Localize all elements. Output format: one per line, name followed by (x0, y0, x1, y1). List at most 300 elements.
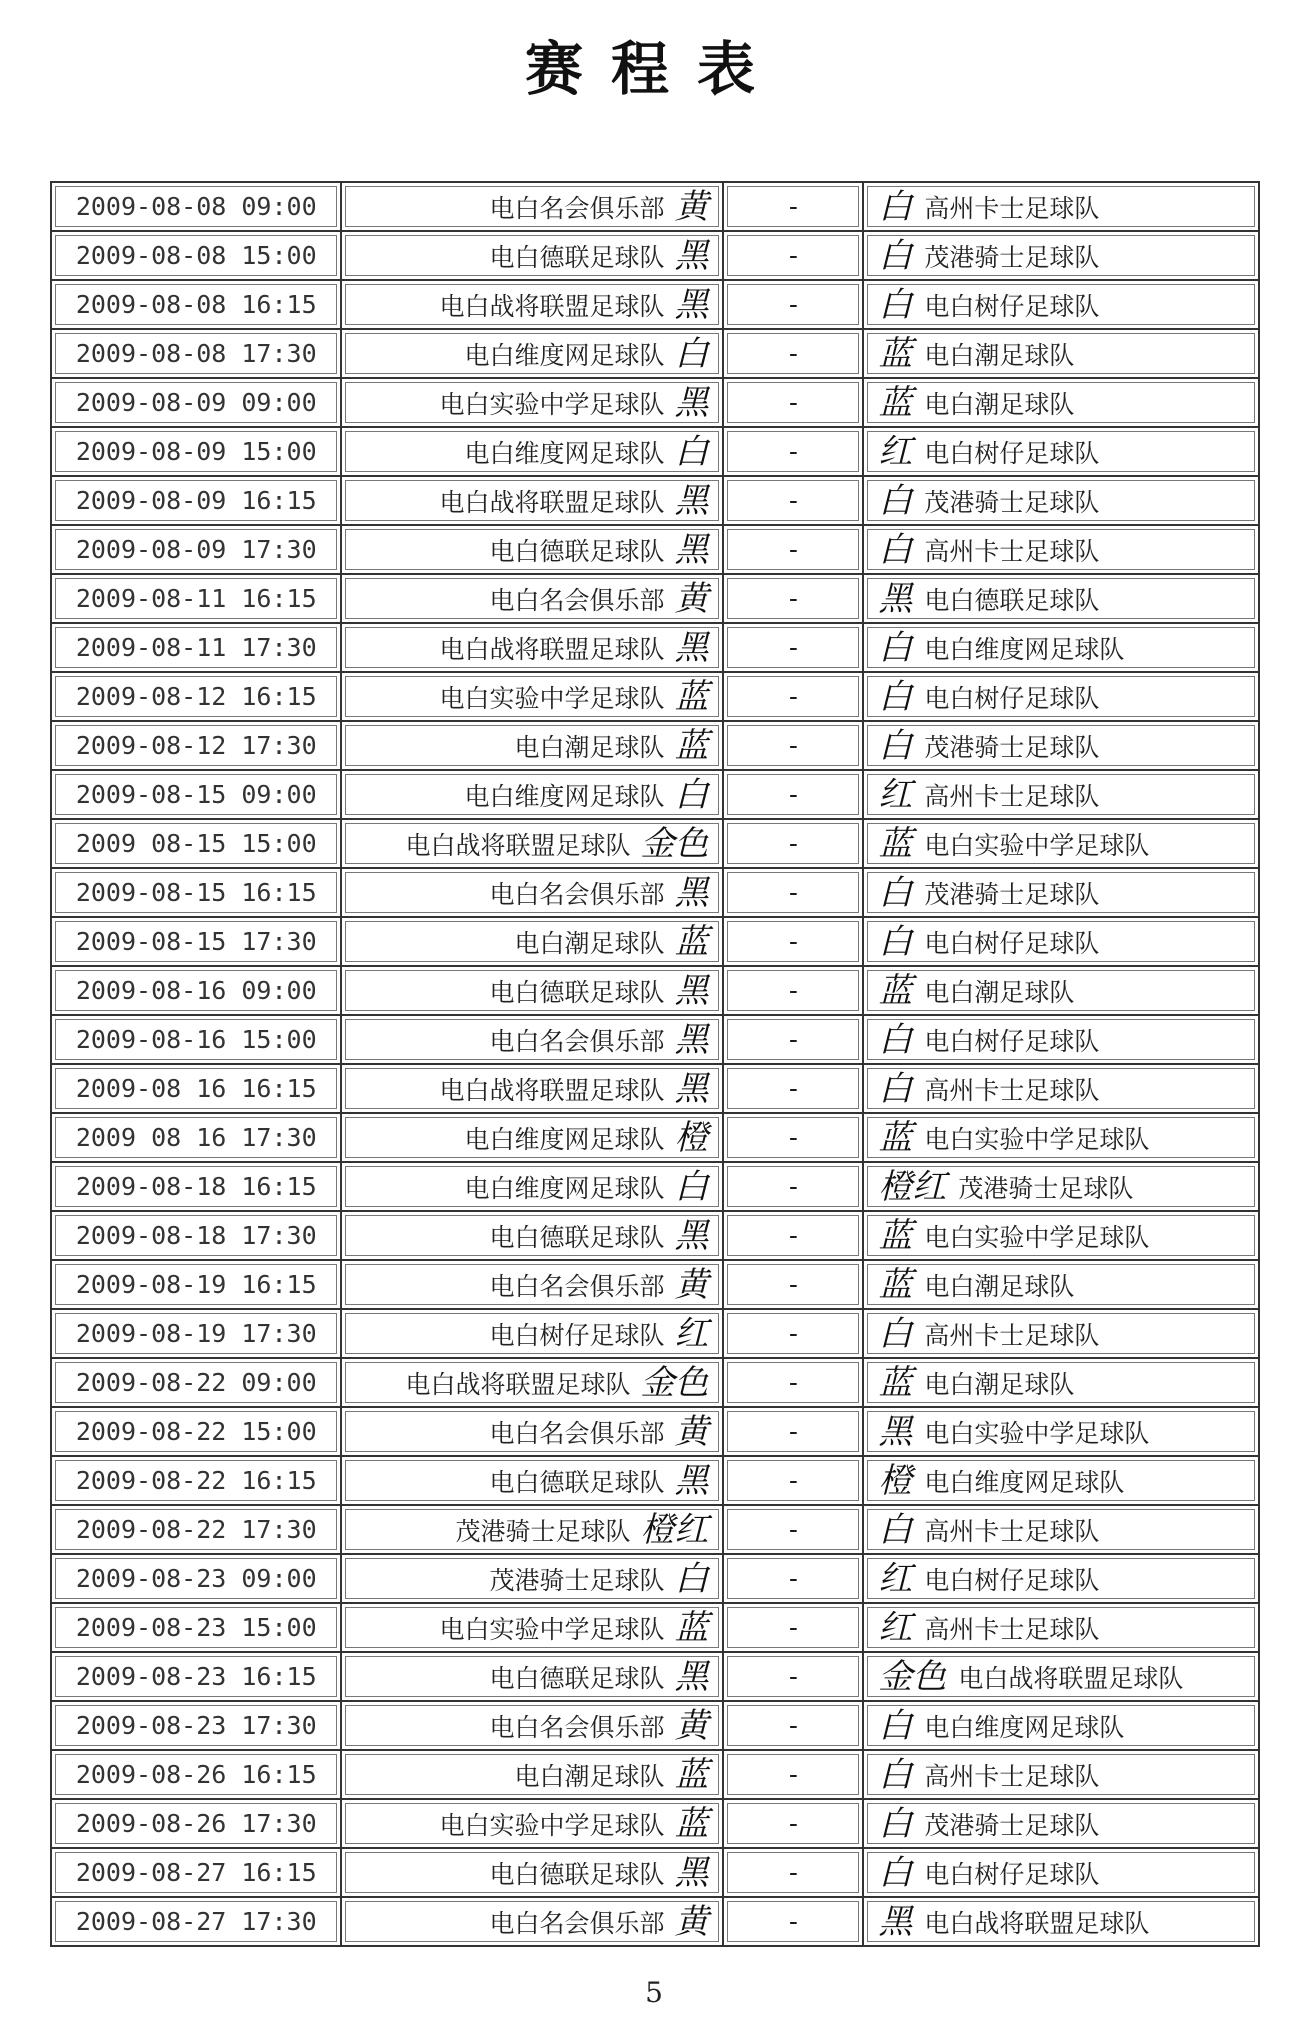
away-team-cell (864, 1555, 1258, 1604)
home-kit-color: 橙 (674, 1117, 709, 1158)
table-row (52, 1016, 1258, 1065)
away-team: 高州卡士足球队 (924, 1075, 1100, 1105)
away-team: 电白实验中学足球队 (924, 1418, 1150, 1448)
home-team-cell (342, 1751, 724, 1800)
match-time: 2009-08-18 17:30 (52, 1212, 342, 1261)
away-team-group (864, 872, 1258, 913)
home-team: 电白德联足球队 (489, 1467, 665, 1497)
away-kit-color: 白 (878, 284, 913, 325)
table-row (52, 1065, 1258, 1114)
away-team-cell (864, 477, 1258, 526)
away-team-group (864, 1509, 1258, 1550)
home-kit-color: 金色 (640, 823, 709, 864)
vs-separator: - (724, 1261, 864, 1310)
away-team-cell (864, 1261, 1258, 1310)
home-team-cell (342, 526, 724, 575)
home-team-cell (342, 624, 724, 673)
home-team: 茂港骑士足球队 (489, 1565, 665, 1595)
away-team: 电白树仔足球队 (924, 1026, 1100, 1056)
home-kit-color: 黑 (674, 480, 709, 521)
home-team-group (342, 1264, 722, 1305)
home-team-group (342, 1117, 722, 1158)
away-team-group (864, 823, 1258, 864)
schedule-body (52, 183, 1258, 1945)
match-time: 2009-08-26 17:30 (52, 1800, 342, 1849)
home-team: 电白实验中学足球队 (439, 683, 665, 713)
table-row (52, 1653, 1258, 1702)
away-kit-color: 蓝 (878, 1362, 913, 1403)
match-time: 2009-08-22 17:30 (52, 1506, 342, 1555)
away-team: 高州卡士足球队 (924, 536, 1100, 566)
away-kit-color: 白 (878, 872, 913, 913)
page-title: 赛程表 (524, 35, 783, 103)
home-team-group (342, 1215, 722, 1256)
home-team: 电白维度网足球队 (464, 1173, 665, 1203)
away-team-cell (864, 1898, 1258, 1945)
home-kit-color: 黄 (674, 1901, 709, 1942)
match-time: 2009-08-23 09:00 (52, 1555, 342, 1604)
match-time: 2009-08-15 16:15 (52, 869, 342, 918)
home-team-cell (342, 477, 724, 526)
match-time: 2009-08-23 16:15 (52, 1653, 342, 1702)
home-team-group (342, 1068, 722, 1109)
home-team-group (342, 382, 722, 423)
away-team: 电白战将联盟足球队 (924, 1908, 1150, 1938)
away-team-cell (864, 820, 1258, 869)
away-team: 电白德联足球队 (924, 585, 1100, 615)
home-kit-color: 黄 (674, 1411, 709, 1452)
match-time: 2009-08-11 16:15 (52, 575, 342, 624)
home-kit-color: 黄 (674, 1705, 709, 1746)
home-team: 电白名会俱乐部 (489, 193, 665, 223)
home-team-group (342, 627, 722, 668)
home-team-cell (342, 869, 724, 918)
away-team-group (864, 1852, 1258, 1893)
home-team-cell (342, 1849, 724, 1898)
home-team-cell (342, 1212, 724, 1261)
home-team-group (342, 1509, 722, 1550)
home-team-group (342, 676, 722, 717)
home-team-group (342, 1803, 722, 1844)
table-row (52, 967, 1258, 1016)
away-kit-color: 白 (878, 1068, 913, 1109)
home-team-group (342, 872, 722, 913)
away-kit-color: 白 (878, 921, 913, 962)
home-kit-color: 黑 (674, 382, 709, 423)
vs-separator: - (724, 1555, 864, 1604)
away-team: 电白实验中学足球队 (924, 830, 1150, 860)
away-team-cell (864, 1359, 1258, 1408)
away-team-group (864, 1215, 1258, 1256)
away-team-group (864, 1754, 1258, 1795)
home-team-cell (342, 1310, 724, 1359)
table-row (52, 1310, 1258, 1359)
away-team-group (864, 1117, 1258, 1158)
home-team: 电白实验中学足球队 (439, 1810, 665, 1840)
match-time: 2009 08 16 17:30 (52, 1114, 342, 1163)
away-kit-color: 白 (878, 186, 913, 227)
home-kit-color: 黑 (674, 872, 709, 913)
match-time: 2009-08-27 17:30 (52, 1898, 342, 1945)
away-team-group (864, 382, 1258, 423)
away-team-group (864, 1068, 1258, 1109)
home-team-cell (342, 1898, 724, 1945)
table-row (52, 379, 1258, 428)
away-team-group (864, 1705, 1258, 1746)
away-team-cell (864, 1163, 1258, 1212)
match-time: 2009-08-16 15:00 (52, 1016, 342, 1065)
home-team-group (342, 333, 722, 374)
away-kit-color: 黑 (878, 1901, 913, 1942)
home-team: 电白名会俱乐部 (489, 585, 665, 615)
table-row (52, 673, 1258, 722)
home-team-group (342, 823, 722, 864)
home-kit-color: 黑 (674, 970, 709, 1011)
home-kit-color: 白 (674, 333, 709, 374)
away-team-group (864, 970, 1258, 1011)
away-team-group (864, 774, 1258, 815)
vs-separator: - (724, 673, 864, 722)
away-kit-color: 白 (878, 627, 913, 668)
table-row (52, 1163, 1258, 1212)
home-team: 电白潮足球队 (514, 732, 665, 762)
home-team-cell (342, 379, 724, 428)
away-team-cell (864, 1310, 1258, 1359)
home-team-cell (342, 330, 724, 379)
away-team-group (864, 186, 1258, 227)
home-kit-color: 白 (674, 774, 709, 815)
match-time: 2009-08-11 17:30 (52, 624, 342, 673)
away-team-group (864, 1803, 1258, 1844)
away-team-group (864, 480, 1258, 521)
away-team-group (864, 627, 1258, 668)
away-kit-color: 蓝 (878, 1264, 913, 1305)
match-time: 2009-08-09 16:15 (52, 477, 342, 526)
vs-separator: - (724, 1800, 864, 1849)
home-team-group (342, 1166, 722, 1207)
vs-separator: - (724, 379, 864, 428)
home-team-group (342, 578, 722, 619)
away-kit-color: 白 (878, 1705, 913, 1746)
away-team: 高州卡士足球队 (924, 1320, 1100, 1350)
vs-separator: - (724, 820, 864, 869)
match-time: 2009-08-27 16:15 (52, 1849, 342, 1898)
away-kit-color: 白 (878, 725, 913, 766)
away-team-group (864, 725, 1258, 766)
away-team-cell (864, 1457, 1258, 1506)
home-kit-color: 黑 (674, 284, 709, 325)
away-kit-color: 蓝 (878, 970, 913, 1011)
home-team: 电白德联足球队 (489, 1663, 665, 1693)
vs-separator: - (724, 428, 864, 477)
home-team-group (342, 431, 722, 472)
home-team-cell (342, 1702, 724, 1751)
away-team-cell (864, 1849, 1258, 1898)
away-team-cell (864, 1702, 1258, 1751)
away-team-group (864, 284, 1258, 325)
home-team: 电白德联足球队 (489, 536, 665, 566)
home-team: 电白战将联盟足球队 (405, 830, 631, 860)
home-kit-color: 黑 (674, 1068, 709, 1109)
table-row (52, 1359, 1258, 1408)
away-kit-color: 白 (878, 529, 913, 570)
away-team-cell (864, 183, 1258, 232)
home-kit-color: 蓝 (674, 1803, 709, 1844)
home-team-cell (342, 1261, 724, 1310)
vs-separator: - (724, 1114, 864, 1163)
match-time: 2009-08-12 16:15 (52, 673, 342, 722)
away-team: 茂港骑士足球队 (958, 1173, 1134, 1203)
match-time: 2009-08-16 09:00 (52, 967, 342, 1016)
away-team-cell (864, 869, 1258, 918)
vs-separator: - (724, 477, 864, 526)
away-team: 电白潮足球队 (924, 1271, 1075, 1301)
away-team-cell (864, 526, 1258, 575)
vs-separator: - (724, 1310, 864, 1359)
away-team-group (864, 1264, 1258, 1305)
away-team-group (864, 676, 1258, 717)
home-team-group (342, 1607, 722, 1648)
home-kit-color: 黑 (674, 1215, 709, 1256)
away-team-cell (864, 1016, 1258, 1065)
table-row (52, 477, 1258, 526)
home-team: 电白维度网足球队 (464, 1124, 665, 1154)
vs-separator: - (724, 1065, 864, 1114)
away-team: 电白实验中学足球队 (924, 1124, 1150, 1154)
away-team-group (864, 1558, 1258, 1599)
match-time: 2009-08 16 16:15 (52, 1065, 342, 1114)
match-time: 2009-08-12 17:30 (52, 722, 342, 771)
away-team: 高州卡士足球队 (924, 1516, 1100, 1546)
vs-separator: - (724, 1702, 864, 1751)
home-team: 电白名会俱乐部 (489, 1712, 665, 1742)
home-kit-color: 红 (674, 1313, 709, 1354)
home-team-cell (342, 1457, 724, 1506)
away-team: 电白维度网足球队 (924, 1467, 1125, 1497)
home-team: 电白实验中学足球队 (439, 389, 665, 419)
away-kit-color: 橙红 (878, 1166, 947, 1207)
vs-separator: - (724, 281, 864, 330)
home-team-group (342, 1313, 722, 1354)
table-row (52, 1604, 1258, 1653)
home-team: 电白维度网足球队 (464, 438, 665, 468)
away-team: 电白潮足球队 (924, 977, 1075, 1007)
table-row (52, 1457, 1258, 1506)
home-kit-color: 金色 (640, 1362, 709, 1403)
home-team: 电白名会俱乐部 (489, 1908, 665, 1938)
away-team-cell (864, 1751, 1258, 1800)
away-kit-color: 白 (878, 1754, 913, 1795)
away-team-cell (864, 330, 1258, 379)
away-team-group (864, 1901, 1258, 1942)
home-team-group (342, 1411, 722, 1452)
table-row (52, 722, 1258, 771)
away-team-group (864, 1607, 1258, 1648)
away-kit-color: 蓝 (878, 382, 913, 423)
vs-separator: - (724, 1457, 864, 1506)
home-team: 电白维度网足球队 (464, 340, 665, 370)
table-row (52, 869, 1258, 918)
home-kit-color: 黑 (674, 529, 709, 570)
away-team: 电白潮足球队 (924, 389, 1075, 419)
home-kit-color: 黄 (674, 578, 709, 619)
match-time: 2009-08-19 16:15 (52, 1261, 342, 1310)
away-team: 高州卡士足球队 (924, 1761, 1100, 1791)
away-team-cell (864, 428, 1258, 477)
home-team-group (342, 1901, 722, 1942)
away-team: 电白树仔足球队 (924, 1859, 1100, 1889)
home-kit-color: 黑 (674, 1460, 709, 1501)
away-team-group (864, 333, 1258, 374)
away-team: 电白维度网足球队 (924, 634, 1125, 664)
away-team: 电白战将联盟足球队 (958, 1663, 1184, 1693)
table-row (52, 918, 1258, 967)
home-team-group (342, 1362, 722, 1403)
home-kit-color: 白 (674, 1166, 709, 1207)
vs-separator: - (724, 722, 864, 771)
away-team-group (864, 921, 1258, 962)
home-team: 电白名会俱乐部 (489, 1271, 665, 1301)
away-team-cell (864, 575, 1258, 624)
vs-separator: - (724, 1604, 864, 1653)
match-time: 2009-08-15 09:00 (52, 771, 342, 820)
home-kit-color: 白 (674, 1558, 709, 1599)
away-team-group (864, 1460, 1258, 1501)
away-kit-color: 红 (878, 1558, 913, 1599)
home-kit-color: 黑 (674, 235, 709, 276)
away-kit-color: 金色 (878, 1656, 947, 1697)
vs-separator: - (724, 330, 864, 379)
home-team-cell (342, 771, 724, 820)
match-time: 2009-08-23 17:30 (52, 1702, 342, 1751)
match-time: 2009-08-22 15:00 (52, 1408, 342, 1457)
away-kit-color: 红 (878, 1607, 913, 1648)
home-team-cell (342, 183, 724, 232)
away-kit-color: 白 (878, 1313, 913, 1354)
home-team: 电白德联足球队 (489, 1222, 665, 1252)
home-kit-color: 蓝 (674, 1754, 709, 1795)
home-kit-color: 蓝 (674, 1607, 709, 1648)
away-team-group (864, 1166, 1258, 1207)
away-kit-color: 蓝 (878, 333, 913, 374)
vs-separator: - (724, 183, 864, 232)
away-team-group (864, 529, 1258, 570)
home-team-group (342, 725, 722, 766)
away-team: 高州卡士足球队 (924, 1614, 1100, 1644)
home-team-cell (342, 1506, 724, 1555)
home-team-cell (342, 281, 724, 330)
away-team-cell (864, 1653, 1258, 1702)
away-kit-color: 黑 (878, 578, 913, 619)
away-kit-color: 黑 (878, 1411, 913, 1452)
home-team: 电白名会俱乐部 (489, 1418, 665, 1448)
home-kit-color: 蓝 (674, 725, 709, 766)
vs-separator: - (724, 771, 864, 820)
away-team-group (864, 1362, 1258, 1403)
home-team-cell (342, 722, 724, 771)
home-team-cell (342, 1114, 724, 1163)
match-time: 2009 08-15 15:00 (52, 820, 342, 869)
table-row (52, 820, 1258, 869)
away-team: 电白潮足球队 (924, 1369, 1075, 1399)
home-team: 电白潮足球队 (514, 928, 665, 958)
table-row (52, 1849, 1258, 1898)
home-team: 电白树仔足球队 (489, 1320, 665, 1350)
away-team-cell (864, 624, 1258, 673)
home-team-group (342, 921, 722, 962)
home-team-cell (342, 967, 724, 1016)
vs-separator: - (724, 232, 864, 281)
away-kit-color: 白 (878, 235, 913, 276)
vs-separator: - (724, 1506, 864, 1555)
home-team-cell (342, 918, 724, 967)
table-row (52, 1751, 1258, 1800)
home-kit-color: 黑 (674, 1852, 709, 1893)
table-row (52, 1702, 1258, 1751)
away-team: 茂港骑士足球队 (924, 1810, 1100, 1840)
away-kit-color: 橙 (878, 1460, 913, 1501)
away-team-group (864, 1656, 1258, 1697)
home-team-group (342, 970, 722, 1011)
vs-separator: - (724, 967, 864, 1016)
match-time: 2009-08-18 16:15 (52, 1163, 342, 1212)
match-time: 2009-08-09 15:00 (52, 428, 342, 477)
away-team-cell (864, 281, 1258, 330)
away-team-cell (864, 967, 1258, 1016)
home-team-group (342, 774, 722, 815)
vs-separator: - (724, 918, 864, 967)
away-kit-color: 蓝 (878, 1215, 913, 1256)
home-team: 电白名会俱乐部 (489, 1026, 665, 1056)
away-team-cell (864, 1065, 1258, 1114)
home-kit-color: 黄 (674, 186, 709, 227)
away-kit-color: 蓝 (878, 1117, 913, 1158)
away-team-cell (864, 379, 1258, 428)
match-time: 2009-08-09 17:30 (52, 526, 342, 575)
home-team-cell (342, 1408, 724, 1457)
table-row (52, 1114, 1258, 1163)
home-team-cell (342, 1163, 724, 1212)
away-team: 电白实验中学足球队 (924, 1222, 1150, 1252)
away-team-cell (864, 722, 1258, 771)
away-team-cell (864, 1114, 1258, 1163)
home-team-group (342, 1019, 722, 1060)
page-number: 5 (645, 1976, 663, 2009)
away-team: 高州卡士足球队 (924, 193, 1100, 223)
away-kit-color: 白 (878, 1803, 913, 1844)
schedule-table (50, 181, 1260, 1947)
away-team: 电白树仔足球队 (924, 291, 1100, 321)
away-team-cell (864, 1800, 1258, 1849)
match-time: 2009-08-19 17:30 (52, 1310, 342, 1359)
home-team-cell (342, 1800, 724, 1849)
home-team-group (342, 529, 722, 570)
vs-separator: - (724, 1212, 864, 1261)
away-team-cell (864, 771, 1258, 820)
away-team-cell (864, 1604, 1258, 1653)
vs-separator: - (724, 1408, 864, 1457)
home-kit-color: 黑 (674, 627, 709, 668)
table-row (52, 1261, 1258, 1310)
home-team-group (342, 1558, 722, 1599)
away-kit-color: 红 (878, 774, 913, 815)
home-kit-color: 白 (674, 431, 709, 472)
home-kit-color: 蓝 (674, 676, 709, 717)
away-team-cell (864, 1212, 1258, 1261)
home-team: 电白潮足球队 (514, 1761, 665, 1791)
away-team-group (864, 1019, 1258, 1060)
home-kit-color: 黑 (674, 1656, 709, 1697)
